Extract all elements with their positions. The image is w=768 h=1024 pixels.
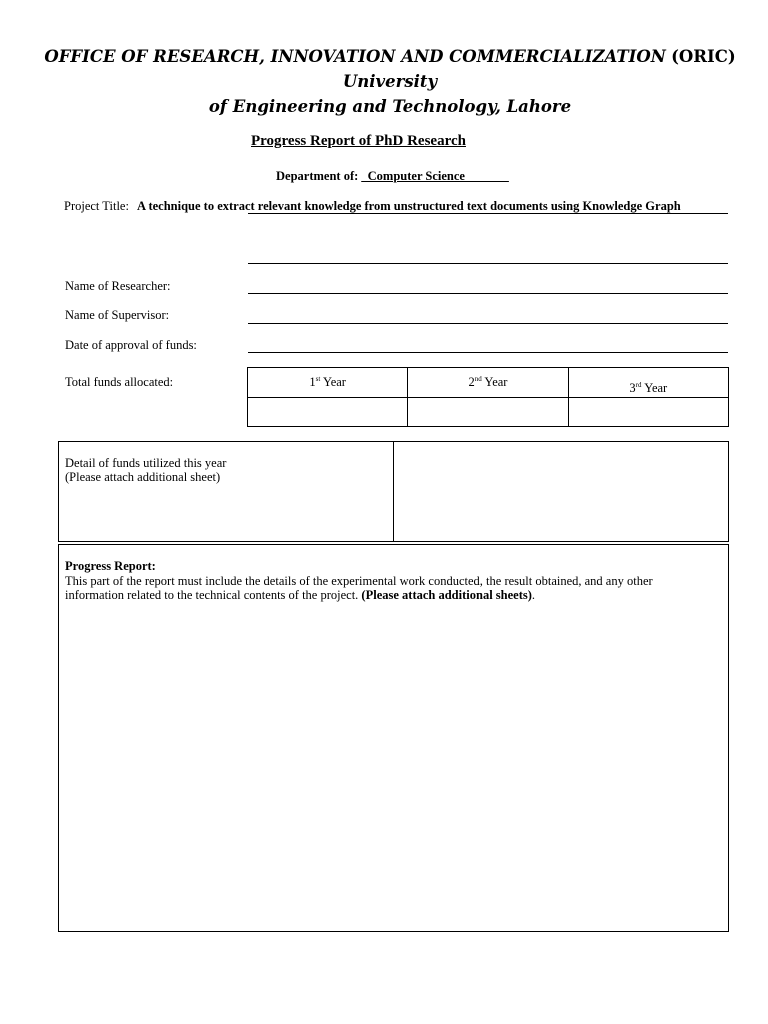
progress-report-note: (Please attach additional sheets) [361,588,532,602]
progress-report-body: This part of the report must include the details of the experimental work conducted, the result obtained, and any other information related to the technical contents of the project. [65,573,653,602]
university-name-part2: of Engineering and Technology, Lahore [208,97,572,116]
year-3-header [568,368,728,398]
funds-utilized-divider [393,442,394,541]
university-name-part1: University [342,72,438,91]
year-1-funds-cell[interactable] [248,398,408,427]
funds-table-value-row [248,398,729,427]
year-1-number: 1 [309,375,316,390]
year-1-word: Year [322,375,346,390]
year-2-header [408,368,568,398]
office-name: OFFICE OF RESEARCH, INNOVATION AND COMMERCIALIZATION [44,47,666,66]
funds-utilized-line2: (Please attach additional sheet) [65,470,221,484]
progress-report-period: . [531,588,536,602]
project-title-line-2[interactable] [248,263,728,264]
page-header [40,44,740,119]
year-1-suffix: st [315,374,321,383]
funds-utilized-text [65,456,226,484]
year-3-funds-cell[interactable] [568,398,728,427]
funds-utilized-line1: Detail of funds utilized this year [65,456,227,470]
progress-report-heading: Progress Report: [65,559,156,573]
supervisor-label: Name of Supervisor: [65,308,170,322]
department-label: Department of: [276,169,359,183]
funds-table-header-row [248,368,729,398]
researcher-field-line[interactable] [248,293,728,294]
office-acronym: (ORIC) [671,47,736,66]
year-2-number: 2 [468,375,475,390]
funds-utilized-box [58,441,729,542]
year-3-number: 3 [629,381,636,395]
approval-date-field-line[interactable] [248,352,728,353]
progress-report-box[interactable] [58,544,729,932]
supervisor-field-line[interactable] [248,323,728,324]
project-title-line [248,213,728,214]
researcher-label: Name of Researcher: [65,279,171,293]
department-row [276,169,509,184]
report-title: Progress Report of PhD Research [251,133,466,149]
funds-table [247,367,729,427]
year-3-suffix: rd [635,380,642,389]
year-2-funds-cell[interactable] [408,398,568,427]
project-title-value[interactable]: A technique to extract relevant knowledge from unstructured text documents using Knowledge Graph [137,199,681,213]
department-value[interactable]: _Computer Science_______ [361,169,509,183]
funds-allocated-label: Total funds allocated: [65,375,174,389]
year-3-word: Year [644,381,668,395]
year-1-header [248,368,408,398]
progress-report-text [65,559,705,603]
year-2-suffix: nd [474,374,482,383]
approval-date-label: Date of approval of funds: [65,338,197,352]
year-2-word: Year [484,375,508,390]
funds-utilized-entry-area[interactable] [395,442,728,541]
project-title-label: Project Title: [64,199,129,213]
